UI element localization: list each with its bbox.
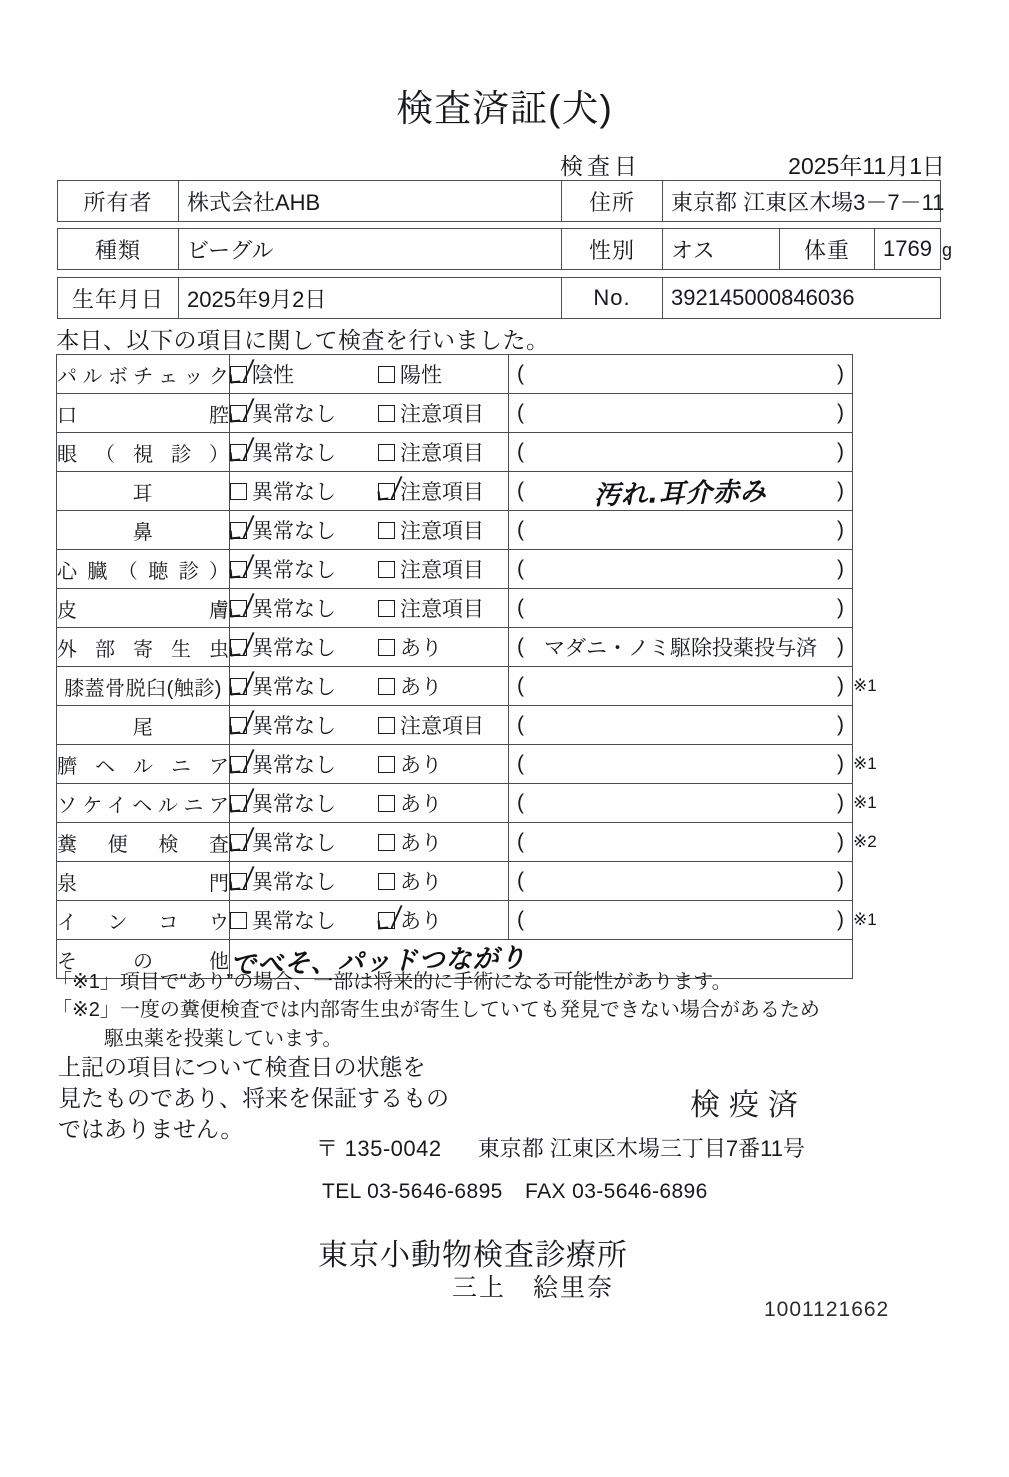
checkbox-option-2[interactable] [378, 866, 442, 896]
checklist-options [230, 901, 509, 940]
checkbox-icon[interactable] [378, 639, 395, 656]
checklist-options [230, 550, 509, 589]
checkbox-option-label: 異常なし [252, 403, 336, 426]
checklist-options [230, 667, 509, 706]
checklist-row [57, 355, 906, 394]
other-handwritten-note: でべそ、パッドつながり [229, 942, 527, 981]
checklist-options [230, 394, 509, 433]
handwritten-note: 汚れ.耳介赤み [593, 476, 768, 511]
checklist-item-label [57, 628, 230, 667]
footnote-marker: ※1 [853, 793, 877, 812]
checklist-item-text: 膝蓋骨脱臼(触診) [64, 677, 222, 700]
checkbox-icon[interactable] [378, 444, 395, 461]
checklist-item-text: パルボチェック [57, 365, 229, 388]
footnote-1: 「※1」項目で“あり”の場合、一部は将来的に手術になる可能性があります。 [52, 971, 732, 993]
breed-row [58, 229, 941, 270]
checkbox-option-label: 異常なし [252, 481, 336, 504]
postal-code: 135-0042 [344, 1136, 442, 1161]
checklist-item-text: 耳 [132, 482, 154, 505]
checklist-note-cell[interactable] [509, 433, 853, 472]
checkbox-option-1[interactable] [230, 827, 378, 857]
checkbox-option-1[interactable] [230, 632, 378, 662]
paren-close: ) [837, 752, 844, 775]
checklist-item-text: 泉 門 [57, 872, 229, 895]
checklist-options [230, 745, 509, 784]
checkbox-option-2[interactable] [378, 359, 442, 389]
checklist-item-label [57, 355, 230, 394]
checkbox-option-label: あり [400, 637, 442, 660]
checklist-row [57, 394, 906, 433]
owner-value: 株式会社AHB [179, 181, 562, 222]
checklist-item-label [57, 589, 230, 628]
paren-open: ( [517, 596, 524, 619]
disclaimer-line-3: ではありません。 [58, 1115, 244, 1142]
checklist-note-cell[interactable] [509, 550, 853, 589]
owner-label: 所有者 [58, 181, 179, 222]
checkbox-option-1[interactable] [230, 554, 378, 584]
paren-close: ) [837, 479, 844, 502]
checkbox-option-2[interactable] [378, 671, 442, 701]
birth-value: 2025年9月2日 [179, 278, 562, 319]
footnote-marker [853, 394, 906, 433]
checklist-item-label [57, 511, 230, 550]
checklist-item-label [57, 862, 230, 901]
checkbox-option-2[interactable] [378, 476, 484, 506]
checklist-item-text: 皮 膚 [57, 599, 229, 622]
paren-close: ) [837, 830, 844, 853]
checklist-options [230, 472, 509, 511]
checkbox-option-2[interactable] [378, 710, 484, 740]
breed-table [57, 228, 952, 270]
checkbox-option-label: 異常なし [252, 715, 336, 738]
checkbox-option-2[interactable] [378, 554, 484, 584]
paren-open: ( [517, 791, 524, 814]
paren-open: ( [517, 869, 524, 892]
disclaimer [58, 1052, 449, 1144]
page-title: 検査済証(犬) [396, 88, 613, 129]
checklist-row [57, 511, 906, 550]
veterinarian-name: 三上 絵里奈 [452, 1274, 615, 1302]
footnote-marker [853, 589, 906, 628]
checkbox-option-1[interactable] [230, 359, 378, 389]
checked-checkbox-icon[interactable] [230, 600, 247, 617]
checklist-item-label [57, 823, 230, 862]
checkbox-option-label: 異常なし [252, 442, 336, 465]
checklist-row [57, 589, 906, 628]
checkbox-option-2[interactable] [378, 398, 484, 428]
checklist-row [57, 433, 906, 472]
clinic-fax: FAX 03-5646-6896 [525, 1180, 708, 1203]
checkbox-option-label: 注意項目 [400, 481, 484, 504]
paren-close: ) [837, 674, 844, 697]
checklist-options [230, 433, 509, 472]
checkbox-option-2[interactable] [378, 437, 484, 467]
checklist-item-text: 糞便検査 [57, 833, 229, 856]
checklist-item-label [57, 706, 230, 745]
disclaimer-line-2: 見たものであり、将来を保証するもの [58, 1084, 449, 1111]
paren-open: ( [517, 674, 524, 697]
footnote-marker [853, 628, 906, 667]
printed-note: マダニ・ノミ駆除投薬投与済 [544, 637, 817, 660]
checkbox-option-1[interactable] [230, 398, 378, 428]
clinic-postal [316, 1132, 805, 1163]
checkbox-option-1[interactable] [230, 593, 378, 623]
checklist-note-cell[interactable] [509, 472, 853, 511]
checkbox-option-1[interactable] [230, 788, 378, 818]
checkbox-option-2[interactable] [378, 827, 442, 857]
checkbox-option-label: 注意項目 [400, 442, 484, 465]
checklist-note-cell[interactable] [509, 394, 853, 433]
checked-checkbox-icon[interactable] [230, 405, 247, 422]
checkbox-icon[interactable] [378, 561, 395, 578]
checklist-row [57, 628, 906, 667]
intro-text: 本日、以下の項目に関して検査を行いました。 [56, 327, 550, 353]
checked-checkbox-icon[interactable] [230, 522, 247, 539]
no-label: No. [562, 278, 663, 319]
checklist-item-text: 心臓（聴診） [57, 560, 229, 583]
footnote-2-line2: 駆虫薬を投薬しています。 [104, 1027, 343, 1050]
checklist-note-cell[interactable] [509, 355, 853, 394]
checkbox-option-1[interactable] [230, 710, 378, 740]
checkbox-icon[interactable] [378, 678, 395, 695]
footnote-marker [853, 433, 906, 472]
document-number: 1001121662 [764, 1298, 890, 1321]
checklist-note-cell[interactable] [509, 862, 853, 901]
footnote-2-line1: 「※2」一度の糞便検査では内部寄生虫が寄生していても発見できない場合があるため [52, 999, 820, 1022]
clinic-tel: TEL 03-5646-6895 [322, 1180, 503, 1203]
checkbox-option-label: 陰性 [252, 364, 294, 387]
quarantine-stamp: 検疫済 [690, 1089, 807, 1122]
weight-unit: g [941, 240, 952, 260]
paren-close: ) [837, 557, 844, 580]
checkbox-option-1[interactable] [230, 671, 378, 701]
checkbox-option-label: 異常なし [252, 637, 336, 660]
checkbox-option-label: 異常なし [252, 520, 336, 543]
checkbox-option-label: 注意項目 [400, 520, 484, 543]
checkbox-icon[interactable] [230, 483, 247, 500]
checkbox-option-label: 異常なし [252, 871, 336, 894]
checkbox-option-label: あり [400, 910, 442, 933]
checked-checkbox-icon[interactable] [230, 795, 247, 812]
paren-open: ( [517, 557, 524, 580]
birth-table [57, 277, 941, 319]
footnotes [52, 968, 952, 1053]
checkbox-option-label: 陽性 [400, 364, 442, 387]
footnote-marker [853, 550, 906, 589]
checkbox-option-2[interactable] [378, 632, 442, 662]
paren-open: ( [517, 479, 524, 502]
checklist-item-text: 尾 [132, 716, 154, 739]
checklist-note-cell[interactable] [509, 823, 853, 862]
checklist-row [57, 745, 906, 784]
other-label-text: そ の 他 [57, 950, 229, 973]
checklist-options [230, 628, 509, 667]
checklist-item-text: ソケイヘルニア [57, 794, 229, 817]
checkbox-option-1[interactable] [230, 437, 378, 467]
checklist-row [57, 823, 906, 862]
checklist-item-label [57, 901, 230, 940]
checked-checkbox-icon[interactable] [230, 678, 247, 695]
footnote-marker [853, 511, 906, 550]
breed-value: ビーグル [179, 229, 562, 270]
checklist-row [57, 784, 906, 823]
paren-close: ) [837, 440, 844, 463]
checkbox-icon[interactable] [230, 912, 247, 929]
weight-cell [875, 229, 952, 270]
sex-value: オス [663, 229, 780, 270]
checkbox-option-label: あり [400, 871, 442, 894]
inspection-date-label: 検査日 [560, 153, 641, 179]
sex-label: 性別 [562, 229, 663, 270]
paren-close: ) [837, 401, 844, 424]
footnote-marker: ※1 [853, 910, 877, 929]
checked-checkbox-icon[interactable] [230, 756, 247, 773]
paren-open: ( [517, 908, 524, 931]
checklist-item-text: 鼻 [132, 521, 154, 544]
checkbox-option-label: 異常なし [252, 559, 336, 582]
checklist-options [230, 511, 509, 550]
paren-open: ( [517, 362, 524, 385]
paren-close: ) [837, 635, 844, 658]
paren-close: ) [837, 791, 844, 814]
checklist-options [230, 862, 509, 901]
owner-table [57, 180, 945, 222]
checkbox-option-label: 異常なし [252, 910, 336, 933]
checked-checkbox-icon[interactable] [378, 912, 395, 929]
checked-checkbox-icon[interactable] [230, 639, 247, 656]
checkbox-option-label: あり [400, 676, 442, 699]
checklist-options [230, 355, 509, 394]
checklist-item-label [57, 667, 230, 706]
checklist-item-text: 眼（視診） [57, 443, 229, 466]
footnote-marker: ※1 [853, 676, 877, 695]
footnote-marker: ※2 [853, 832, 877, 851]
footnote-marker [853, 355, 906, 394]
checkbox-option-label: 注意項目 [400, 403, 484, 426]
checkbox-icon[interactable] [378, 834, 395, 851]
checklist-note-cell[interactable] [509, 784, 853, 823]
checked-checkbox-icon[interactable] [230, 717, 247, 734]
paren-close: ) [837, 869, 844, 892]
checklist-table [56, 354, 906, 979]
checklist-note-cell[interactable] [509, 706, 853, 745]
checkbox-icon[interactable] [378, 366, 395, 383]
checklist-note-cell[interactable] [509, 628, 853, 667]
checkbox-option-1[interactable] [230, 515, 378, 545]
paren-open: ( [517, 440, 524, 463]
inspection-date-value: 2025年11月1日 [788, 153, 945, 179]
footnote-marker [853, 706, 906, 745]
checklist-row [57, 550, 906, 589]
checkbox-option-label: 異常なし [252, 754, 336, 777]
checked-checkbox-icon[interactable] [230, 834, 247, 851]
checkbox-icon[interactable] [378, 522, 395, 539]
checkbox-option-2[interactable] [378, 593, 484, 623]
clinic-telfax [322, 1180, 708, 1204]
birth-label: 生年月日 [58, 278, 179, 319]
checkbox-option-1[interactable] [230, 476, 378, 506]
checked-checkbox-icon[interactable] [230, 444, 247, 461]
checklist-note-cell[interactable] [509, 511, 853, 550]
checked-checkbox-icon[interactable] [230, 561, 247, 578]
paren-close: ) [837, 713, 844, 736]
checkbox-option-1[interactable] [230, 866, 378, 896]
paren-close: ) [837, 362, 844, 385]
checkbox-option-2[interactable] [378, 515, 484, 545]
paren-close: ) [837, 596, 844, 619]
checkbox-option-label: あり [400, 832, 442, 855]
checklist-note-cell[interactable] [509, 589, 853, 628]
checklist-item-label [57, 394, 230, 433]
paren-open: ( [517, 518, 524, 541]
checklist-options [230, 784, 509, 823]
checklist-item-text: 臍ヘルニア [57, 755, 229, 778]
checkbox-option-label: 注意項目 [400, 715, 484, 738]
checklist-options [230, 589, 509, 628]
checkbox-option-label: 異常なし [252, 793, 336, 816]
checkbox-option-label: 異常なし [252, 832, 336, 855]
footnote-marker [853, 862, 906, 901]
birth-row [58, 278, 941, 319]
checkbox-icon[interactable] [378, 717, 395, 734]
checked-checkbox-icon[interactable] [230, 366, 247, 383]
checklist-note-cell[interactable] [509, 667, 853, 706]
paren-close: ) [837, 908, 844, 931]
checkbox-option-1[interactable] [230, 749, 378, 779]
checklist-item-label [57, 433, 230, 472]
checkbox-option-label: あり [400, 754, 442, 777]
checklist-item-label [57, 745, 230, 784]
checkbox-option-label: 異常なし [252, 598, 336, 621]
paren-open: ( [517, 401, 524, 424]
checkbox-icon[interactable] [378, 795, 395, 812]
checklist-item-text: インコウ [57, 911, 229, 934]
breed-label: 種類 [58, 229, 179, 270]
no-value: 392145000846036 [663, 278, 941, 319]
weight-label: 体重 [780, 229, 875, 270]
checklist-row [57, 667, 906, 706]
checkbox-option-2[interactable] [378, 788, 442, 818]
checklist-item-label [57, 550, 230, 589]
paren-open: ( [517, 713, 524, 736]
footnote-marker: ※1 [853, 754, 877, 773]
address-label: 住所 [562, 181, 663, 222]
checklist-options [230, 706, 509, 745]
checkbox-icon[interactable] [378, 756, 395, 773]
checkbox-option-label: 注意項目 [400, 598, 484, 621]
checklist-row [57, 472, 906, 511]
paren-open: ( [517, 752, 524, 775]
disclaimer-line-1: 上記の項目について検査日の状態を [58, 1054, 426, 1080]
checklist-item-text: 外部寄生虫 [57, 638, 229, 661]
checkbox-icon[interactable] [378, 405, 395, 422]
checkbox-icon[interactable] [378, 600, 395, 617]
checkbox-option-2[interactable] [378, 749, 442, 779]
checkbox-option-1[interactable] [230, 905, 378, 935]
inspection-date [560, 148, 945, 181]
checkbox-option-2[interactable] [378, 905, 442, 935]
clinic-address: 東京都 江東区木場三丁目7番11号 [477, 1136, 805, 1161]
address-value: 東京都 江東区木場3－7－11 [663, 181, 941, 222]
postal-symbol: 〒 [316, 1136, 339, 1161]
checkbox-option-label: 注意項目 [400, 559, 484, 582]
checklist-item-label [57, 784, 230, 823]
checked-checkbox-icon[interactable] [230, 873, 247, 890]
paren-close: ) [837, 518, 844, 541]
checklist-row [57, 706, 906, 745]
footnote-marker [853, 472, 906, 511]
checklist-row [57, 901, 906, 940]
owner-row [58, 181, 941, 222]
checklist-item-text: 口 腔 [57, 404, 229, 427]
checkbox-icon[interactable] [378, 873, 395, 890]
clinic-name: 東京小動物検査診療所 [318, 1239, 628, 1272]
paren-open: ( [517, 635, 524, 658]
checkbox-option-label: 異常なし [252, 676, 336, 699]
checklist-note-cell[interactable] [509, 901, 853, 940]
checkbox-option-label: あり [400, 793, 442, 816]
checklist-row [57, 862, 906, 901]
checklist-options [230, 823, 509, 862]
weight-value: 1769 [883, 236, 932, 261]
paren-open: ( [517, 830, 524, 853]
checklist-note-cell[interactable] [509, 745, 853, 784]
checked-checkbox-icon[interactable] [378, 483, 395, 500]
checklist-item-label [57, 472, 230, 511]
